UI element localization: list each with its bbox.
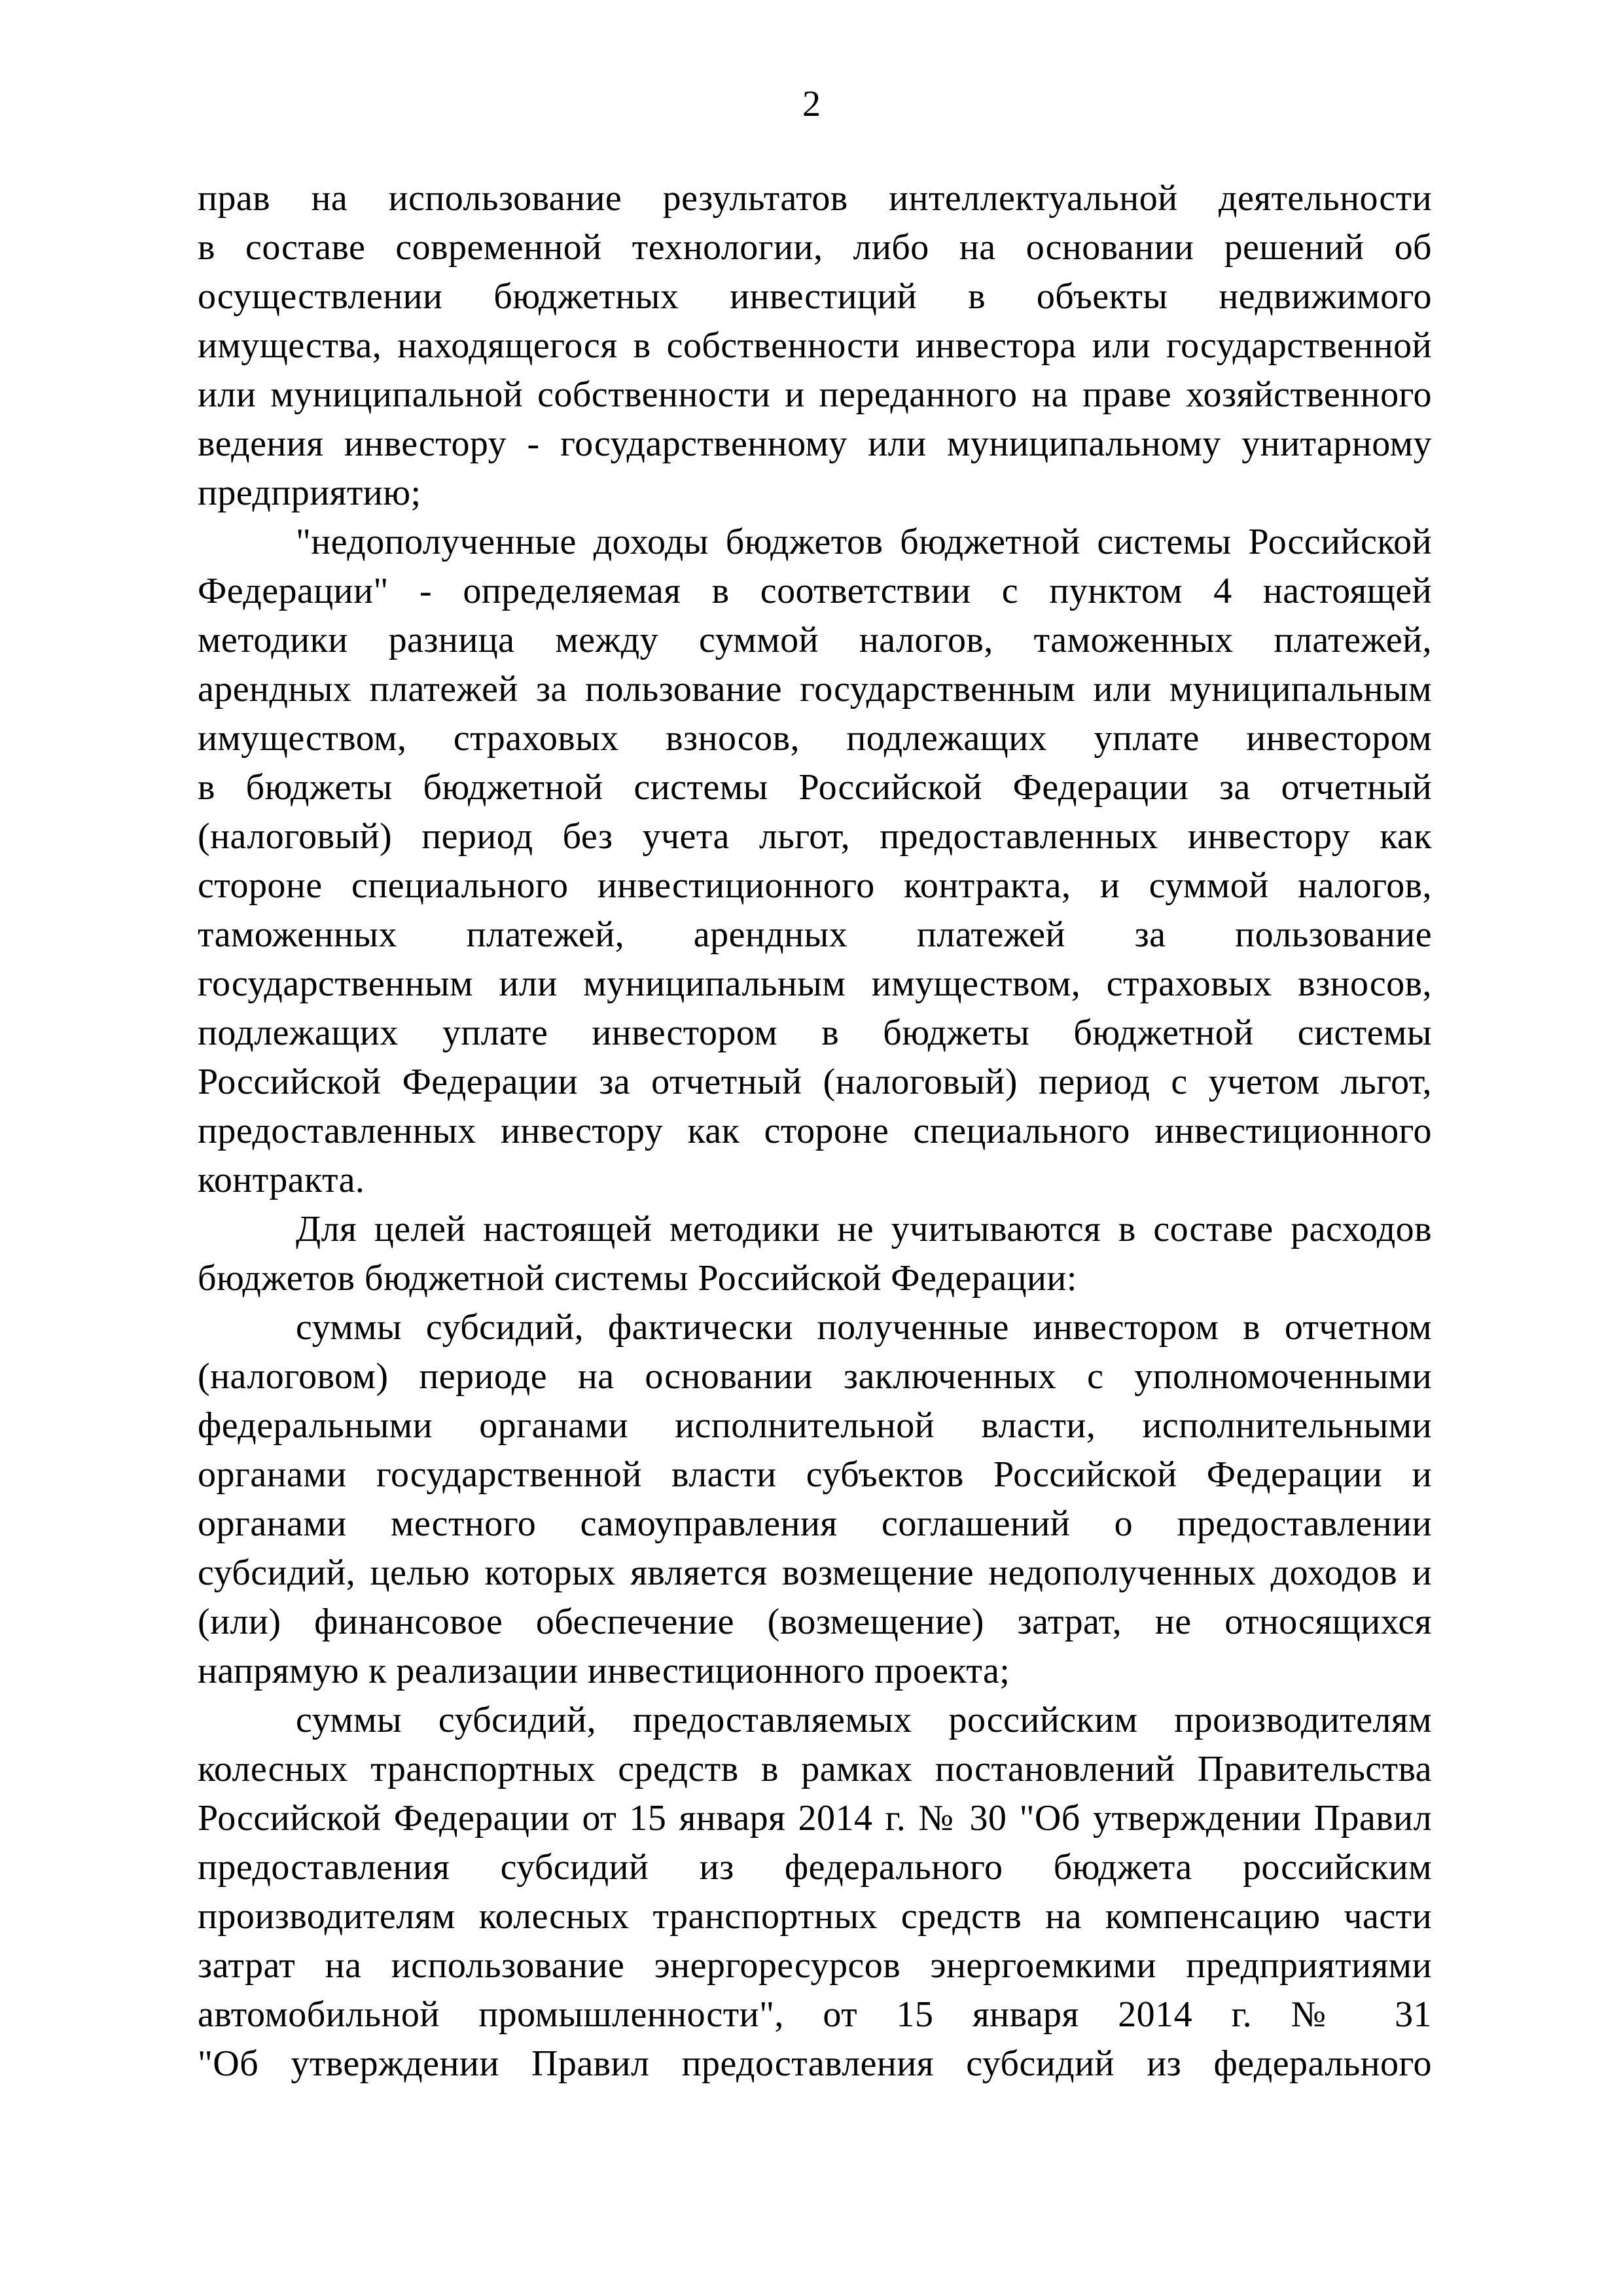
text-line: Российской Федерации от 15 января 2014 г. № 30 "Об утверждении Правил [198,1798,1432,1839]
text-line: прав на использование результатов интеллектуальной деятельности [198,178,1432,219]
text-line: таможенных платежей, арендных платежей за пользование [198,914,1432,955]
paragraph [198,174,1432,518]
text-line: (налоговый) период без учета льгот, предоставленных инвестору как [198,816,1432,857]
text-line: субсидий, целью которых является возмещение недополученных доходов и [198,1552,1432,1593]
text-line: имуществом, страховых взносов, подлежащих уплате инвестором [198,718,1432,759]
text-line: подлежащих уплате инвестором в бюджеты бюджетной системы [198,1013,1432,1053]
text-line: или муниципальной собственности и переданного на праве хозяйственного [198,374,1432,415]
text-line: ведения инвестору - государственному или муниципальному унитарному [198,423,1432,464]
text-line: "недополученные доходы бюджетов бюджетной системы Российской [296,522,1432,562]
text-line: (или) финансовое обеспечение (возмещение) затрат, не относящихся [198,1602,1432,1642]
text-line: органами местного самоуправления соглашений о предоставлении [198,1503,1432,1544]
text-line: арендных платежей за пользование государственным или муниципальным [198,669,1432,709]
text-line: бюджетов бюджетной системы Российской Федерации: [198,1258,1077,1299]
text-line: автомобильной промышленности", от 15 января 2014 г. № 31 [198,1994,1432,2035]
text-line: осуществлении бюджетных инвестиций в объекты недвижимого [198,276,1432,317]
paragraph [198,518,1432,1205]
text-line: суммы субсидий, фактически полученные инвестором в отчетном [296,1307,1432,1348]
text-line: колесных транспортных средств в рамках постановлений Правительства [198,1749,1432,1789]
text-line: стороне специального инвестиционного контракта, и суммой налогов, [198,865,1432,906]
text-line: предприятию; [198,473,421,513]
text-line: (налоговом) периоде на основании заключенных с уполномоченными [198,1356,1432,1397]
text-line: в составе современной технологии, либо на основании решений об [198,227,1432,268]
text-line: производителям колесных транспортных средств на компенсацию части [198,1896,1432,1937]
text-line: напрямую к реализации инвестиционного проекта; [198,1651,1010,1691]
paragraph [198,1696,1432,2089]
document-body [198,174,1432,2089]
text-line: органами государственной власти субъектов Российской Федерации и [198,1454,1432,1495]
text-line: государственным или муниципальным имуществом, страховых взносов, [198,963,1432,1004]
text-line: предоставленных инвестору как стороне специального инвестиционного [198,1111,1432,1151]
text-line: предоставления субсидий из федерального бюджета российским [198,1847,1432,1888]
text-line: в бюджеты бюджетной системы Российской Федерации за отчетный [198,767,1432,808]
text-line: Для целей настоящей методики не учитываются в составе расходов [296,1209,1432,1249]
paragraph [198,1205,1432,1303]
text-line: контракта. [198,1160,365,1200]
text-line: "Об утверждении Правил предоставления субсидий из федерального [198,2043,1432,2084]
text-line: затрат на использование энергоресурсов энергоемкими предприятиями [198,1945,1432,1986]
text-line: суммы субсидий, предоставляемых российским производителям [296,1700,1432,1740]
text-line: имущества, находящегося в собственности инвестора или государственной [198,325,1432,366]
text-line: федеральными органами исполнительной власти, исполнительными [198,1405,1432,1446]
text-line: методики разница между суммой налогов, таможенных платежей, [198,620,1432,660]
page-number: 2 [802,84,821,124]
text-line: Российской Федерации за отчетный (налоговый) период с учетом льгот, [198,1062,1432,1102]
paragraph [198,1303,1432,1696]
text-line: Федерации" - определяемая в соответствии с пунктом 4 настоящей [198,571,1432,611]
